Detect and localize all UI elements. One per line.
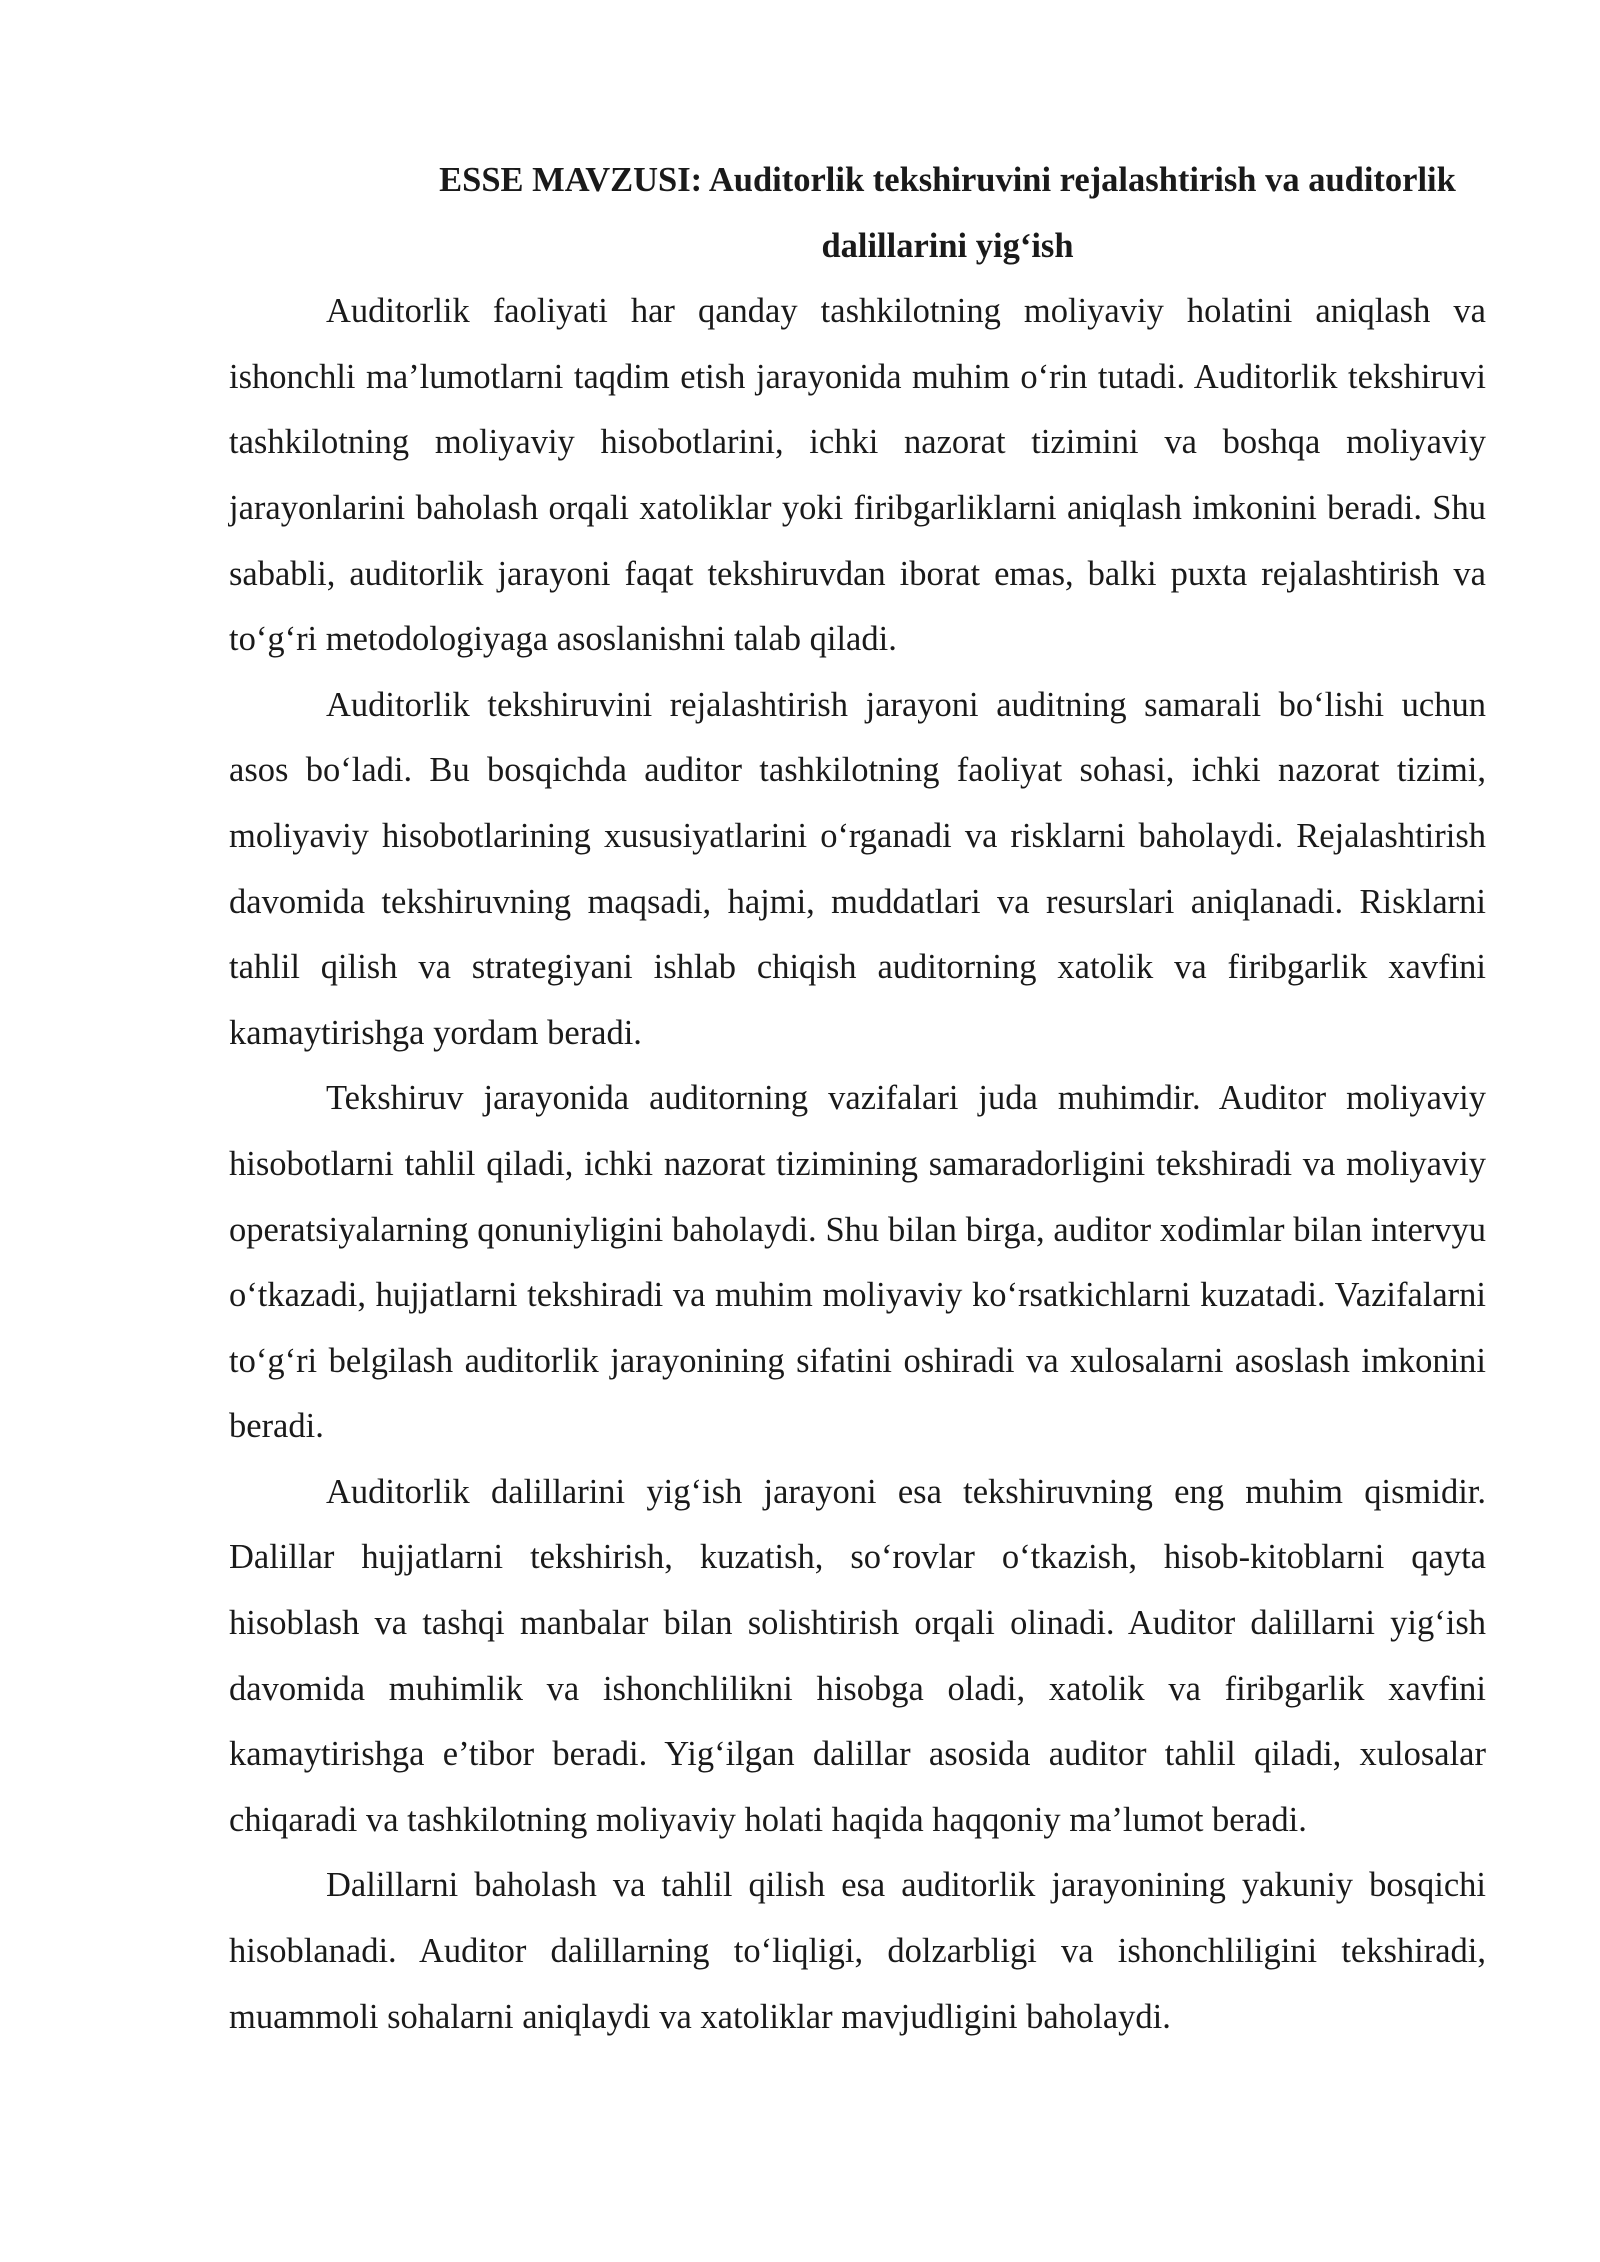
paragraph-4: Auditorlik dalillarini yig‘ish jarayoni esa tekshiruvning eng muhim qismidir. Dalillar hujjatlarni tekshirish, kuzatish, so‘rovlar o‘tkazish, hisob-kitoblarni qayta hisoblash va tashqi manbalar bilan solishtirish orqali olinadi. Auditor dalillarni yig‘ish davomida muhimlik va ishonchlilikni hisobga oladi, xatolik va firibgarlik xavfini kamaytirishga e’tibor beradi. Yig‘ilgan dalillar asosida auditor tahlil qiladi, xulosalar chiqaradi va tashkilotning moliyaviy holati haqida haqqoniy ma’lumot beradi.	[229, 1472, 1486, 1839]
paragraph-2: Auditorlik tekshiruvini rejalashtirish jarayoni auditning samarali bo‘lishi uchun asos bo‘ladi. Bu bosqichda auditor tashkilotning faoliyat sohasi, ichki nazorat tizimi, moliyaviy hisobotlarining xususiyatlarini o‘rganadi va risklarni baholaydi. Rejalashtirish davomida tekshiruvning maqsadi, hajmi, muddatlari va resurslari aniqlanadi. Risklarni tahlil qilish va strategiyani ishlab chiqish auditorning xatolik va firibgarlik xavfini kamaytirishga yordam beradi.	[229, 685, 1486, 1052]
paragraph-5: Dalillarni baholash va tahlil qilish esa auditorlik jarayonining yakuniy bosqichi hisoblanadi. Auditor dalillarning to‘liqligi, dolzarbligi va ishonchliligini tekshiradi, muammoli sohalarni aniqlaydi va xatoliklar mavjudligini baholaydi.	[229, 1866, 1486, 2036]
document-body	[229, 148, 1486, 2050]
paragraph-1: Auditorlik faoliyati har qanday tashkilotning moliyaviy holatini aniqlash va ishonchli ma’lumotlarni taqdim etish jarayonida muhim o‘rin tutadi. Auditorlik tekshiruvi tashkilotning moliyaviy hisobotlarini, ichki nazorat tizimini va boshqa moliyaviy jarayonlarini baholash orqali xatoliklar yoki firibgarliklarni aniqlash imkonini beradi. Shu sababli, auditorlik jarayoni faqat tekshiruvdan iborat emas, balki puxta rejalashtirish va to‘g‘ri metodologiyaga asoslanishni talab qiladi.	[229, 292, 1486, 659]
essay-title: ESSE MAVZUSI: Auditorlik tekshiruvini rejalashtirish va auditorlik dalillarini yig‘ish	[439, 161, 1456, 265]
paragraph-3: Tekshiruv jarayonida auditorning vazifalari juda muhimdir. Auditor moliyaviy hisobotlarni tahlil qiladi, ichki nazorat tizimining samaradorligini tekshiradi va moliyaviy operatsiyalarning qonuniyligini baholaydi. Shu bilan birga, auditor xodimlar bilan intervyu o‘tkazadi, hujjatlarni tekshiradi va muhim moliyaviy ko‘rsatkichlarni kuzatadi. Vazifalarni to‘g‘ri belgilash auditorlik jarayonining sifatini oshiradi va xulosalarni asoslash imkonini beradi.	[229, 1079, 1486, 1446]
